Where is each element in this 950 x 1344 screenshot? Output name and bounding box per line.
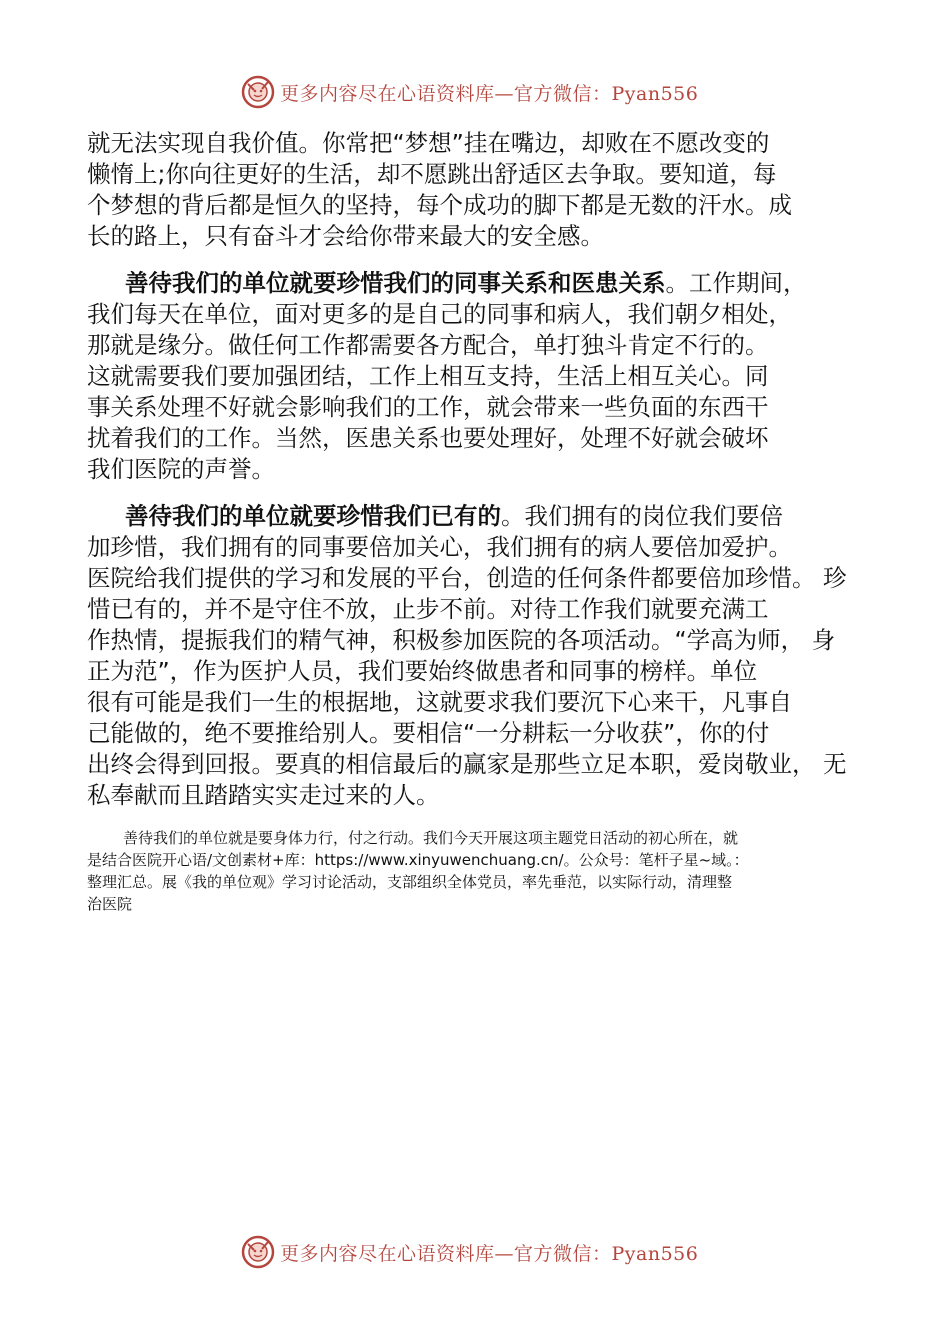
- bold-heading: 善待我们的单位就要珍惜我们的同事关系和医患关系: [125, 269, 666, 297]
- note-line: 整理汇总。展《我的单位观》学习讨论活动，支部组织全体党员，率先垂范，以实际行动，清理整: [87, 873, 733, 891]
- text-line: 个梦想的背后都是恒久的坚持，每个成功的脚下都是无数的汗水。成: [87, 191, 792, 219]
- text-line: 那就是缘分。做任何工作都需要各方配合，单打独斗肯定不行的。: [87, 331, 769, 359]
- note-line: 是结合医院开心语/文创素材+库：https://www.xinyuwenchuang.cn/。公众号：笔杆子星~域。：: [87, 851, 749, 869]
- document-body: [87, 128, 887, 915]
- note-line: 善待我们的单位就是要身体力行，付之行动。我们今天开展这项主题党日活动的初心所在，就: [123, 829, 739, 847]
- paragraph-2: [87, 268, 887, 485]
- cartoon-mascot-icon: [240, 74, 276, 110]
- banner-text: 更多内容尽在心语资料库—官方微信：Pyan556: [280, 82, 699, 105]
- text-line: 长的路上，只有奋斗才会给你带来最大的安全感。: [87, 222, 604, 250]
- footer-banner: [240, 1232, 760, 1272]
- note-line: 治医院: [87, 895, 133, 913]
- text-line: 医院给我们提供的学习和发展的平台，创造的任何条件都要倍加珍惜。 珍: [87, 564, 847, 592]
- text-line: 事关系处理不好就会影响我们的工作，就会带来一些负面的东西干: [87, 393, 769, 421]
- line-tail: 。我们拥有的岗位我们要倍: [501, 502, 783, 530]
- line-tail: 。工作期间，: [665, 269, 807, 297]
- text-line: [87, 501, 887, 532]
- text-line: 作热情，提振我们的精气神，积极参加医院的各项活动。“学高为师， 身: [87, 626, 836, 654]
- bold-heading: 善待我们的单位就要珍惜我们已有的: [125, 502, 501, 530]
- text-line: 很有可能是我们一生的根据地，这就要求我们要沉下心来干，凡事自: [87, 688, 792, 716]
- text-line: 正为范”，作为医护人员，我们要始终做患者和同事的榜样。单位: [87, 657, 758, 685]
- text-line: 懒惰上;你向往更好的生活，却不愿跳出舒适区去争取。要知道，每: [87, 160, 777, 188]
- text-line: 扰着我们的工作。当然，医患关系也要处理好，处理不好就会破坏: [87, 424, 769, 452]
- text-line: [87, 268, 887, 299]
- paragraph-3: [87, 501, 887, 811]
- footnote: [87, 827, 887, 915]
- text-line: 我们医院的声誉。: [87, 455, 275, 483]
- cartoon-mascot-icon: [240, 1234, 276, 1270]
- paragraph-1: [87, 128, 887, 252]
- text-line: 己能做的，绝不要推给别人。要相信“一分耕耘一分收获”，你的付: [87, 719, 770, 747]
- text-line: 私奉献而且踏踏实实走过来的人。: [87, 781, 440, 809]
- banner-text: 更多内容尽在心语资料库—官方微信：Pyan556: [280, 1242, 699, 1265]
- text-line: 惜已有的，并不是守住不放，止步不前。对待工作我们就要充满工: [87, 595, 769, 623]
- text-line: 出终会得到回报。要真的相信最后的赢家是那些立足本职，爱岗敬业， 无: [87, 750, 847, 778]
- header-banner: [240, 72, 760, 112]
- text-line: 就无法实现自我价值。你常把“梦想”挂在嘴边，却败在不愿改变的: [87, 129, 770, 157]
- text-line: 我们每天在单位，面对更多的是自己的同事和病人，我们朝夕相处，: [87, 300, 792, 328]
- text-line: 加珍惜，我们拥有的同事要倍加关心，我们拥有的病人要倍加爱护。: [87, 533, 792, 561]
- text-line: 这就需要我们要加强团结，工作上相互支持，生活上相互关心。同: [87, 362, 769, 390]
